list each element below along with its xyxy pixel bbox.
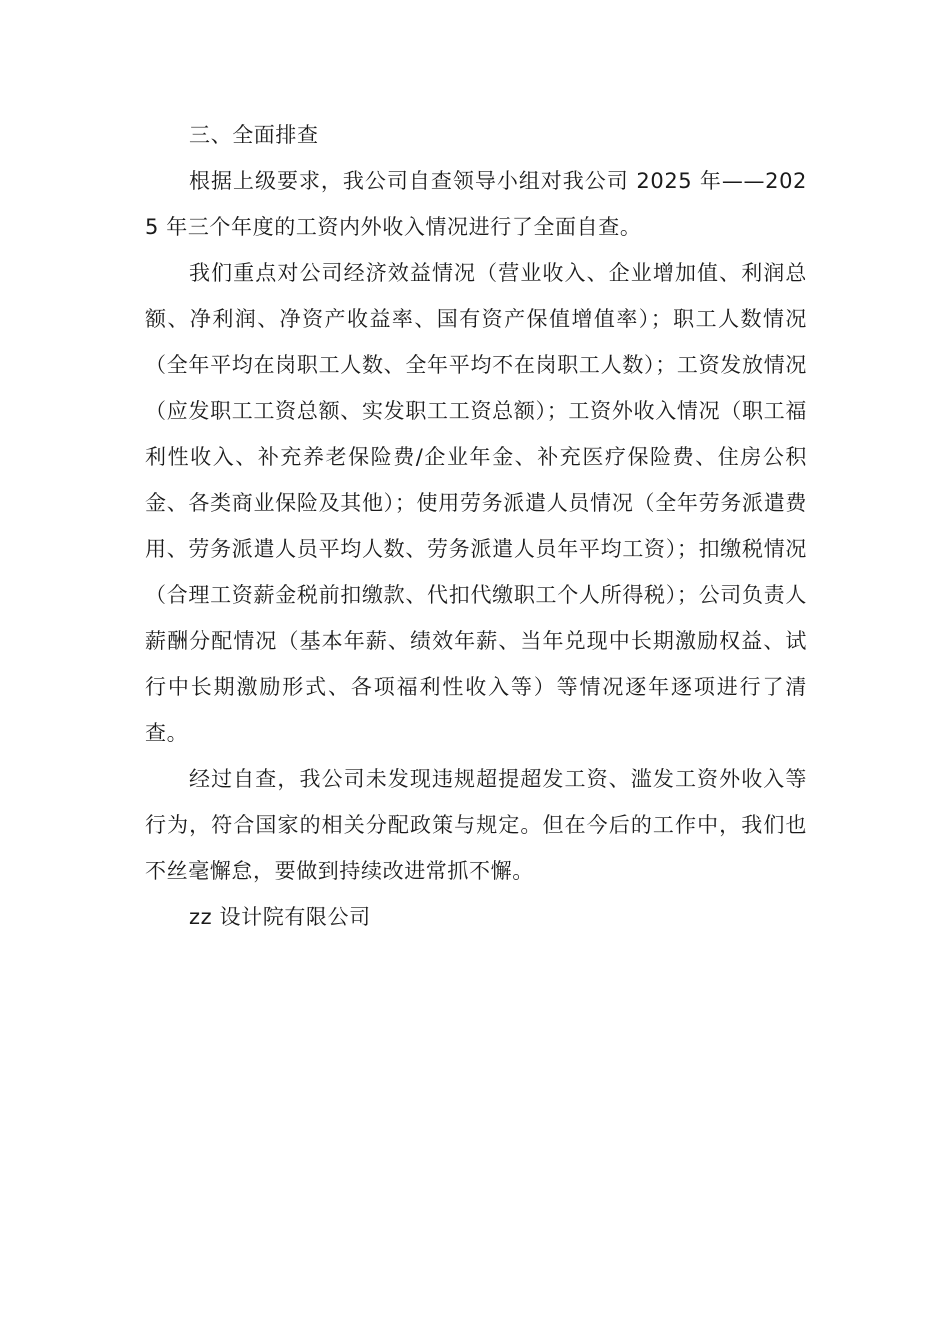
company-signature: zz 设计院有限公司 [189,905,371,929]
paragraph-self-inspection-scope: 根据上级要求，我公司自查领导小组对我公司 2025 年——2025 年三个年度的工资内外收入情况进行了全面自查。 [145,169,807,239]
document-body [145,112,807,940]
section-heading: 三、全面排查 [189,123,319,147]
paragraph-conclusion: 经过自查，我公司未发现违规超提超发工资、滥发工资外收入等行为，符合国家的相关分配政策与规定。但在今后的工作中，我们也不丝毫懈怠，要做到持续改进常抓不懈。 [145,767,807,883]
paragraph-inspection-items: 我们重点对公司经济效益情况（营业收入、企业增加值、利润总额、净利润、净资产收益率、国有资产保值增值率）；职工人数情况（全年平均在岗职工人数、全年平均不在岗职工人数）；工资发放情况（应发职工工资总额、实发职工工资总额）；工资外收入情况（职工福利性收入、补充养老保险费/企业年金、补充医疗保险费、住房公积金、各类商业保险及其他）；使用劳务派遣人员情况（全年劳务派遣费用、劳务派遣人员平均人数、劳务派遣人员年平均工资）；扣缴税情况（合理工资薪金税前扣缴款、代扣代缴职工个人所得税）；公司负责人薪酬分配情况（基本年薪、绩效年薪、当年兑现中长期激励权益、试行中长期激励形式、各项福利性收入等）等情况逐年逐项进行了清查。 [145,261,807,745]
